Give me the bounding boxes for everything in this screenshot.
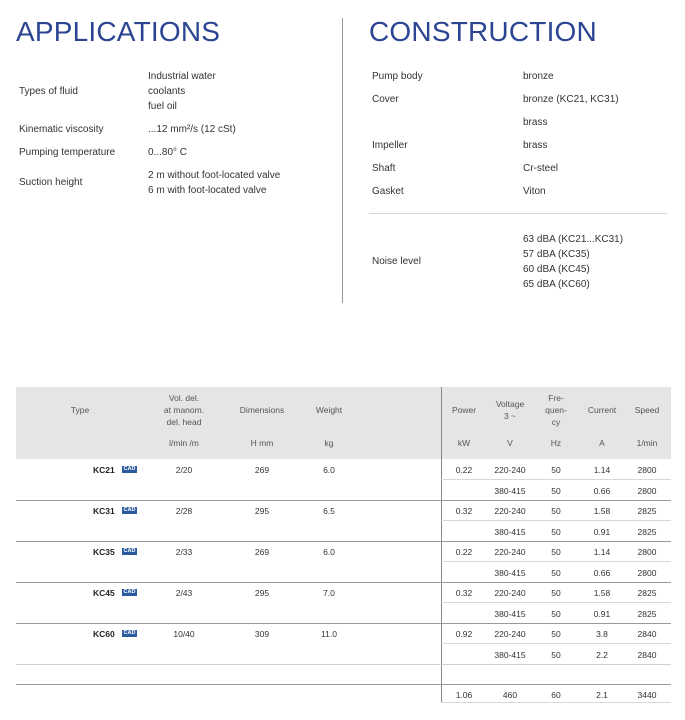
cell-frequency: 50 bbox=[551, 506, 561, 516]
cell-current: 2.2 bbox=[596, 650, 608, 660]
cell-current: 1.14 bbox=[593, 465, 611, 475]
cad-button[interactable]: CAD bbox=[123, 507, 136, 513]
subrow-divider bbox=[441, 561, 671, 562]
row-divider bbox=[16, 684, 671, 685]
cell-frequency: 50 bbox=[551, 609, 561, 619]
cell-current: 0.91 bbox=[593, 527, 611, 537]
cell-dimensions: 295 bbox=[254, 506, 270, 516]
cell-weight: 6.0 bbox=[323, 465, 335, 475]
th-weight: Weight bbox=[315, 405, 343, 415]
noise-divider bbox=[369, 213, 667, 214]
subrow-divider bbox=[441, 479, 671, 480]
cell-current: 0.91 bbox=[593, 609, 611, 619]
cell-flow: 2/28 bbox=[175, 506, 193, 516]
unit-dimensions: H mm bbox=[250, 438, 274, 448]
cell-power: 0.92 bbox=[455, 629, 473, 639]
cell-weight: 7.0 bbox=[323, 588, 335, 598]
model-type: KC60 bbox=[93, 629, 115, 639]
th-dimensions: Dimensions bbox=[239, 405, 285, 415]
applications-title: APPLICATIONS bbox=[16, 16, 221, 47]
cell-speed: 2840 bbox=[637, 650, 657, 660]
cell-flow: 10/40 bbox=[173, 629, 195, 639]
app-value-viscosity: ...12 mm²/s (12 cSt) bbox=[148, 124, 236, 135]
cad-button[interactable]: CAD bbox=[123, 589, 136, 595]
table-bottom-line bbox=[441, 702, 671, 703]
cell-voltage: 380-415 bbox=[494, 486, 526, 496]
cell-current: 2.1 bbox=[596, 690, 608, 700]
th-power: Power bbox=[451, 405, 477, 415]
cell-speed: 2825 bbox=[637, 527, 657, 537]
cell-weight: 6.0 bbox=[323, 547, 335, 557]
cell-voltage: 220-240 bbox=[494, 588, 526, 598]
row-divider bbox=[16, 541, 671, 542]
cell-weight: 11.0 bbox=[321, 629, 337, 639]
cell-power: 0.22 bbox=[455, 465, 473, 475]
cell-voltage: 380-415 bbox=[494, 609, 526, 619]
cell-frequency: 50 bbox=[551, 650, 561, 660]
cell-voltage: 380-415 bbox=[494, 650, 526, 660]
row-divider bbox=[16, 582, 671, 583]
cad-button[interactable]: CAD bbox=[123, 548, 136, 554]
cad-button[interactable]: CAD bbox=[123, 466, 136, 472]
cell-frequency: 50 bbox=[551, 486, 561, 496]
model-type: KC45 bbox=[93, 588, 115, 598]
model-type: KC21 bbox=[93, 465, 115, 475]
cell-current: 0.66 bbox=[593, 568, 611, 578]
cell-voltage: 220-240 bbox=[494, 465, 526, 475]
cell-dimensions: 269 bbox=[254, 547, 270, 557]
con-label-gasket: Gasket bbox=[372, 186, 404, 197]
app-label-temperature: Pumping temperature bbox=[19, 147, 116, 158]
con-label-pump-body: Pump body bbox=[372, 71, 423, 82]
app-label-fluid: Types of fluid bbox=[19, 86, 78, 97]
cell-voltage: 220-240 bbox=[494, 629, 526, 639]
th-speed: Speed bbox=[634, 405, 660, 415]
th-flow: Vol. del. at manom. del. head bbox=[163, 393, 205, 427]
row-divider bbox=[16, 623, 671, 624]
subrow-divider bbox=[441, 643, 671, 644]
cell-power: 0.32 bbox=[455, 506, 473, 516]
construction-title: CONSTRUCTION bbox=[369, 16, 597, 47]
unit-power: kW bbox=[457, 438, 471, 448]
cell-flow: 2/20 bbox=[175, 465, 193, 475]
cad-button[interactable]: CAD bbox=[123, 630, 136, 636]
cell-power: 1.06 bbox=[455, 690, 473, 700]
con-value-pump-body: bronze bbox=[523, 71, 554, 82]
cell-frequency: 50 bbox=[551, 629, 561, 639]
con-label-shaft: Shaft bbox=[372, 163, 396, 174]
model-type: KC35 bbox=[93, 547, 115, 557]
unit-frequency: Hz bbox=[550, 438, 562, 448]
cell-frequency: 50 bbox=[551, 527, 561, 537]
con-value-gasket: Viton bbox=[523, 186, 546, 197]
cell-current: 3.8 bbox=[596, 629, 608, 639]
section-divider bbox=[342, 18, 343, 303]
app-value-fluid: Industrial water coolants fuel oil bbox=[148, 71, 216, 112]
unit-current: A bbox=[599, 438, 605, 448]
cell-voltage: 460 bbox=[502, 690, 518, 700]
cell-flow: 2/43 bbox=[175, 588, 193, 598]
cell-speed: 2800 bbox=[637, 568, 657, 578]
cell-dimensions: 269 bbox=[254, 465, 270, 475]
unit-speed: 1/min bbox=[636, 438, 658, 448]
cell-speed: 2840 bbox=[637, 629, 657, 639]
th-type: Type bbox=[70, 405, 90, 415]
cell-current: 1.58 bbox=[593, 506, 611, 516]
cell-speed: 2800 bbox=[637, 547, 657, 557]
app-label-suction: Suction height bbox=[19, 177, 83, 188]
cell-power: 0.22 bbox=[455, 547, 473, 557]
cell-speed: 3440 bbox=[637, 690, 657, 700]
cell-frequency: 50 bbox=[551, 588, 561, 598]
unit-flow: l/min /m bbox=[169, 438, 199, 448]
cell-voltage: 380-415 bbox=[494, 527, 526, 537]
con-label-impeller: Impeller bbox=[372, 140, 408, 151]
cell-flow: 2/33 bbox=[175, 547, 193, 557]
cell-current: 1.58 bbox=[593, 588, 611, 598]
cell-voltage: 380-415 bbox=[494, 568, 526, 578]
con-value-shaft: Cr-steel bbox=[523, 163, 559, 174]
row-divider bbox=[16, 664, 671, 665]
th-voltage: Voltage 3 ~ bbox=[495, 399, 525, 421]
cell-dimensions: 309 bbox=[254, 629, 270, 639]
cell-voltage: 220-240 bbox=[494, 506, 526, 516]
unit-weight: kg bbox=[324, 438, 334, 448]
model-type: KC31 bbox=[93, 506, 115, 516]
cell-speed: 2800 bbox=[637, 486, 657, 496]
app-label-viscosity: Kinematic viscosity bbox=[19, 124, 104, 135]
th-frequency: Fre- quen- cy bbox=[545, 393, 567, 427]
cell-frequency: 50 bbox=[551, 465, 561, 475]
table-column-divider bbox=[441, 387, 442, 702]
con-label-cover: Cover bbox=[372, 94, 399, 105]
cell-weight: 6.5 bbox=[323, 506, 335, 516]
cell-current: 1.14 bbox=[593, 547, 611, 557]
row-divider bbox=[16, 500, 671, 501]
con-label-noise: Noise level bbox=[372, 256, 421, 267]
cell-speed: 2825 bbox=[637, 609, 657, 619]
unit-voltage: V bbox=[507, 438, 513, 448]
con-value-impeller: brass bbox=[523, 140, 548, 151]
subrow-divider bbox=[441, 602, 671, 603]
cell-power: 0.32 bbox=[455, 588, 473, 598]
con-value-cover: bronze (KC21, KC31) brass bbox=[523, 94, 619, 128]
app-value-suction: 2 m without foot-located valve 6 m with foot-located valve bbox=[148, 170, 281, 196]
cell-frequency: 50 bbox=[551, 547, 561, 557]
app-value-temperature: 0...80° C bbox=[148, 147, 188, 158]
th-current: Current bbox=[587, 405, 617, 415]
cell-speed: 2800 bbox=[637, 465, 657, 475]
cell-frequency: 50 bbox=[551, 568, 561, 578]
cell-speed: 2825 bbox=[637, 506, 657, 516]
subrow-divider bbox=[441, 520, 671, 521]
cell-dimensions: 295 bbox=[254, 588, 270, 598]
con-value-noise: 63 dBA (KC21...KC31) 57 dBA (KC35) 60 dBA (KC45) 65 dBA (KC60) bbox=[523, 234, 624, 290]
cell-voltage: 220-240 bbox=[494, 547, 526, 557]
cell-current: 0.66 bbox=[593, 486, 611, 496]
cell-frequency: 60 bbox=[551, 690, 561, 700]
cell-speed: 2825 bbox=[637, 588, 657, 598]
